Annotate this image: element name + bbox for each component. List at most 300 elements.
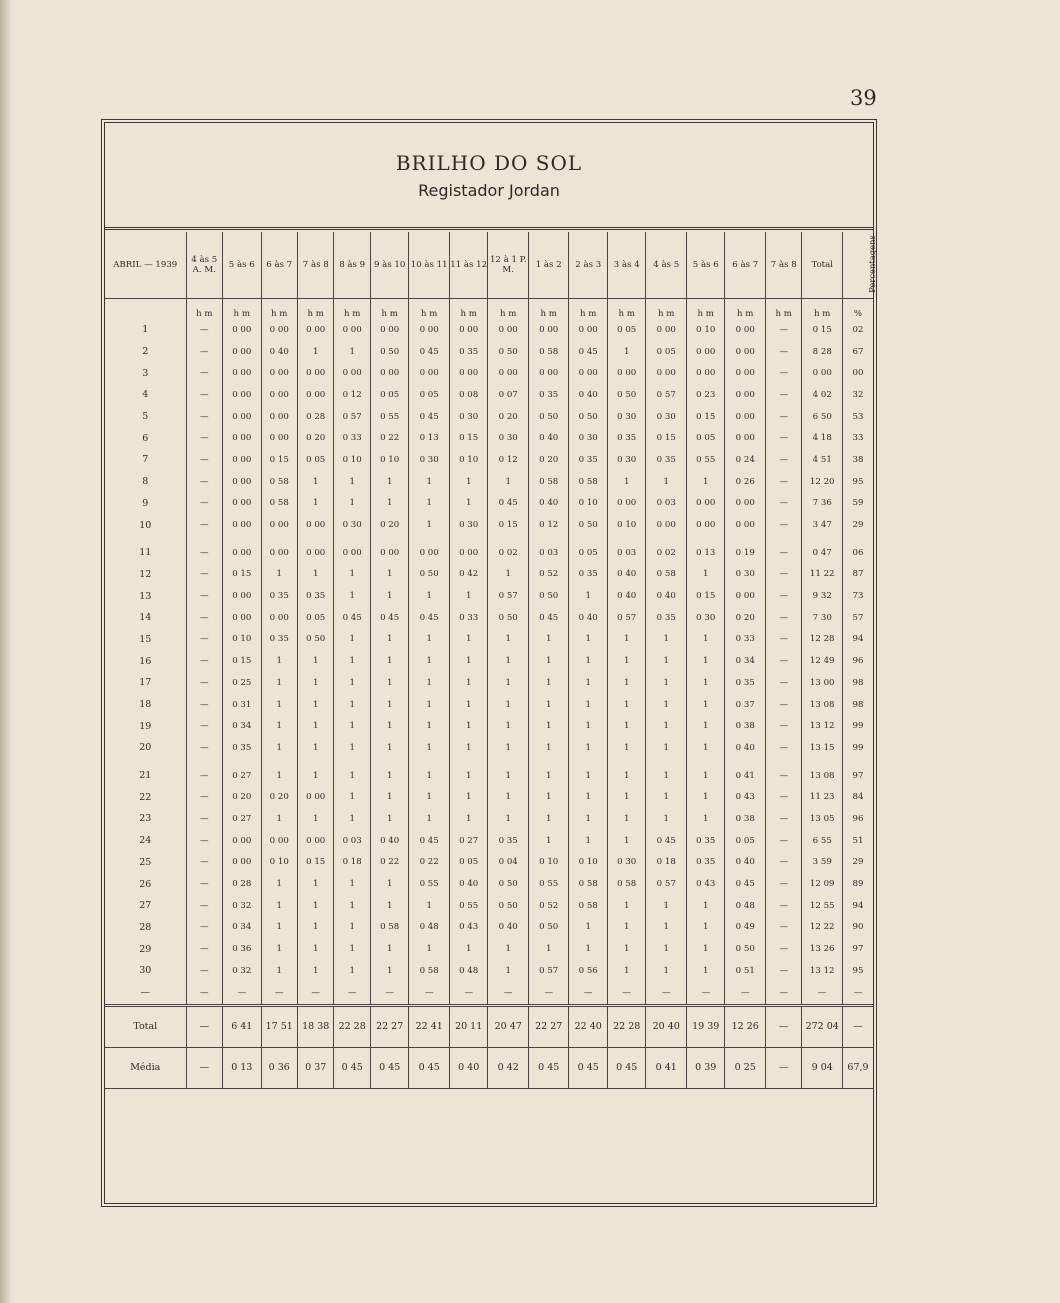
table-cell: 0 57: [528, 960, 569, 982]
table-cell: 20 11: [449, 1005, 488, 1047]
table-cell: 0 00: [449, 319, 488, 341]
table-cell: —: [186, 938, 222, 960]
table-cell: 1: [409, 585, 450, 607]
table-cell: 29: [842, 514, 873, 536]
table-cell: —: [766, 672, 802, 694]
table-cell: 0 57: [646, 873, 687, 895]
table-cell: 0 55: [449, 895, 488, 917]
table-cell: 1: [646, 786, 687, 808]
table-cell: 1: [449, 786, 488, 808]
book-spine-shadow: [0, 0, 12, 1303]
table-cell: 84: [842, 786, 873, 808]
table-cell: 0 05: [686, 427, 725, 449]
table-cell: 13 26: [802, 938, 843, 960]
table-cell: 51: [842, 830, 873, 852]
table-cell: 0 00: [725, 362, 766, 384]
table-cell: —: [186, 514, 222, 536]
table-cell: 1: [607, 737, 646, 759]
table-cell: —: [186, 786, 222, 808]
table-cell: 0 03: [646, 493, 687, 515]
column-header: Total: [802, 232, 843, 299]
media-row: [105, 1047, 873, 1088]
table-cell: 0 58: [261, 493, 297, 515]
table-cell: 0 48: [409, 917, 450, 939]
table-cell: 4 18: [802, 427, 843, 449]
table-cell: 0 22: [409, 852, 450, 874]
table-cell: 0 30: [569, 427, 608, 449]
table-cell: 0 43: [686, 873, 725, 895]
table-cell: 0 20: [261, 786, 297, 808]
table-cell: 0 45: [409, 406, 450, 428]
table-cell: 1: [297, 808, 333, 830]
table-cell: 0 37: [725, 694, 766, 716]
table-cell: 0 00: [528, 319, 569, 341]
table-cell: 0 15: [802, 319, 843, 341]
table-cell: 0 35: [686, 852, 725, 874]
table-cell: 1: [449, 938, 488, 960]
column-header: 1 às 2: [528, 232, 569, 299]
table-cell: 1: [297, 672, 333, 694]
table-cell: 1: [646, 737, 687, 759]
table-cell: 1: [449, 694, 488, 716]
table-cell: 0 00: [725, 406, 766, 428]
table-cell: 0 00: [261, 384, 297, 406]
table-cell: 0 45: [409, 607, 450, 629]
table-cell: 0 57: [646, 384, 687, 406]
table-cell: —: [766, 406, 802, 428]
table-cell: 0 30: [449, 406, 488, 428]
table-cell: 97: [842, 938, 873, 960]
table-cell: 1: [409, 895, 450, 917]
table-cell: 1: [370, 938, 409, 960]
table-cell: 5: [142, 411, 149, 423]
table-cell: 0 02: [646, 542, 687, 564]
table-cell: 0 40: [449, 1047, 488, 1088]
table-cell: 0 50: [409, 564, 450, 586]
table-cell: h m: [223, 299, 262, 320]
table-cell: h m: [370, 299, 409, 320]
table-cell: 0 58: [528, 471, 569, 493]
table-cell: —: [186, 895, 222, 917]
table-cell: —: [186, 694, 222, 716]
table-cell: —: [186, 607, 222, 629]
table-cell: —: [186, 873, 222, 895]
table-row: [105, 449, 873, 471]
table-cell: 1: [297, 471, 333, 493]
table-cell: 1: [409, 694, 450, 716]
table-cell: 4: [142, 389, 149, 401]
table-cell: 0 00: [488, 362, 529, 384]
column-header: 2 às 3: [569, 232, 608, 299]
table-cell: 1: [569, 765, 608, 787]
table-cell: 12 49: [802, 650, 843, 672]
table-cell: 6 41: [223, 1005, 262, 1047]
table-cell: h m: [186, 299, 222, 320]
table-cell: 0 00: [686, 362, 725, 384]
table-cell: —: [766, 1005, 802, 1047]
table-cell: 0 00: [370, 362, 409, 384]
column-header: 7 às 8: [766, 232, 802, 299]
table-cell: h m: [409, 299, 450, 320]
table-cell: —: [334, 982, 370, 1006]
table-cell: 1: [297, 715, 333, 737]
table-cell: 1: [607, 786, 646, 808]
table-cell: 0 10: [686, 319, 725, 341]
table-row: [105, 715, 873, 737]
table-row: [105, 406, 873, 428]
table-cell: 1: [334, 493, 370, 515]
table-cell: 0 00: [223, 830, 262, 852]
table-cell: 0 50: [488, 895, 529, 917]
table-cell: 0 18: [646, 852, 687, 874]
table-cell: 0 50: [488, 873, 529, 895]
table-cell: 1: [261, 938, 297, 960]
table-cell: 1: [569, 629, 608, 651]
table-cell: —: [409, 982, 450, 1006]
column-header: 5 às 6: [686, 232, 725, 299]
table-cell: 22 27: [528, 1005, 569, 1047]
table-cell: 3 47: [802, 514, 843, 536]
table-cell: 02: [842, 319, 873, 341]
table-cell: 96: [842, 808, 873, 830]
table-cell: 0 00: [297, 786, 333, 808]
table-cell: 10: [139, 519, 152, 531]
table-cell: 0 57: [488, 585, 529, 607]
table-row: [105, 607, 873, 629]
table-cell: 1: [528, 629, 569, 651]
table-cell: —: [186, 765, 222, 787]
table-cell: 9: [142, 497, 149, 509]
table-cell: 17 51: [261, 1005, 297, 1047]
table-cell: 0 48: [725, 895, 766, 917]
table-cell: [105, 299, 186, 320]
table-cell: 1: [409, 514, 450, 536]
table-cell: 0 30: [334, 514, 370, 536]
table-cell: 2: [142, 346, 149, 358]
table-cell: 1: [297, 341, 333, 363]
table-cell: 9 04: [802, 1047, 843, 1088]
column-header: 6 às 7: [725, 232, 766, 299]
table-row: [105, 895, 873, 917]
table-cell: —: [186, 672, 222, 694]
table-cell: —: [186, 960, 222, 982]
table-cell: —: [186, 917, 222, 939]
table-cell: 0 00: [223, 471, 262, 493]
table-cell: 0 02: [488, 542, 529, 564]
table-cell: 0 20: [725, 607, 766, 629]
table-cell: 1: [409, 493, 450, 515]
table-cell: —: [261, 982, 297, 1006]
table-cell: 21: [139, 770, 152, 782]
table-cell: 0 35: [569, 564, 608, 586]
table-cell: 1: [409, 650, 450, 672]
table-cell: 0 42: [449, 564, 488, 586]
table-row: [105, 694, 873, 716]
table-cell: 0 12: [528, 514, 569, 536]
table-cell: 13 12: [802, 715, 843, 737]
table-cell: 0 00: [223, 319, 262, 341]
table-cell: 1: [528, 715, 569, 737]
table-cell: 0 00: [409, 542, 450, 564]
table-cell: —: [766, 449, 802, 471]
column-header: 3 às 4: [607, 232, 646, 299]
table-cell: 0 00: [449, 362, 488, 384]
table-cell: 0 00: [528, 362, 569, 384]
table-cell: 0 10: [528, 852, 569, 874]
table-row: [105, 384, 873, 406]
table-cell: 0 42: [488, 1047, 529, 1088]
table-cell: 1: [449, 629, 488, 651]
table-cell: 0 30: [646, 406, 687, 428]
table-row: [105, 542, 873, 564]
table-cell: 0 00: [646, 514, 687, 536]
table-cell: 0 45: [409, 341, 450, 363]
table-cell: —: [766, 607, 802, 629]
table-cell: —: [186, 715, 222, 737]
table-cell: 1: [334, 765, 370, 787]
table-cell: 0 57: [334, 406, 370, 428]
table-cell: 0 35: [297, 585, 333, 607]
table-row: [105, 852, 873, 874]
table-cell: 11 22: [802, 564, 843, 586]
table-row: [105, 786, 873, 808]
table-cell: 0 00: [261, 542, 297, 564]
table-cell: 0 05: [297, 607, 333, 629]
table-cell: 1: [569, 830, 608, 852]
table-cell: —: [646, 982, 687, 1006]
table-cell: 28: [139, 921, 152, 933]
table-cell: 0 48: [449, 960, 488, 982]
table-cell: —: [186, 808, 222, 830]
table-cell: 0 22: [370, 427, 409, 449]
table-cell: 0 00: [223, 406, 262, 428]
table-row: [105, 629, 873, 651]
table-cell: 0 00: [569, 319, 608, 341]
table-cell: 1: [607, 715, 646, 737]
table-cell: 0 04: [488, 852, 529, 874]
table-cell: 13 08: [802, 765, 843, 787]
table-cell: —: [607, 982, 646, 1006]
table-cell: 1: [261, 694, 297, 716]
table-cell: —: [528, 982, 569, 1006]
table-cell: 0 40: [261, 341, 297, 363]
column-header: 4 às 5 A. M.: [186, 232, 222, 299]
table-row: [105, 362, 873, 384]
table-cell: 0 35: [223, 737, 262, 759]
table-cell: 00: [842, 362, 873, 384]
table-cell: 0 52: [528, 895, 569, 917]
table-cell: 1: [409, 471, 450, 493]
table-cell: 1: [370, 629, 409, 651]
table-cell: 1: [409, 938, 450, 960]
table-cell: 1: [261, 737, 297, 759]
table-cell: 94: [842, 629, 873, 651]
table-cell: 13 00: [802, 672, 843, 694]
table-cell: —: [186, 493, 222, 515]
table-cell: —: [186, 406, 222, 428]
table-cell: 1: [569, 694, 608, 716]
table-cell: 0 15: [646, 427, 687, 449]
table-cell: 1: [488, 694, 529, 716]
table-cell: 1: [370, 715, 409, 737]
table-cell: 0 55: [370, 406, 409, 428]
table-cell: 0 10: [569, 493, 608, 515]
table-cell: 1: [607, 830, 646, 852]
table-cell: —: [186, 737, 222, 759]
table-cell: 0 40: [607, 585, 646, 607]
table-cell: 1: [261, 895, 297, 917]
table-cell: 0 00: [725, 514, 766, 536]
table-cell: 0 00: [488, 319, 529, 341]
table-cell: 1: [528, 650, 569, 672]
table-cell: 0 50: [370, 341, 409, 363]
table-bottom-rule: [105, 1088, 873, 1089]
table-cell: h m: [569, 299, 608, 320]
table-cell: 0 03: [334, 830, 370, 852]
table-cell: 1: [607, 917, 646, 939]
table-cell: —: [766, 873, 802, 895]
table-cell: 1: [370, 765, 409, 787]
table-cell: 0 00: [297, 830, 333, 852]
table-cell: 1: [261, 715, 297, 737]
table-cell: 0 13: [409, 427, 450, 449]
table-cell: 1: [569, 585, 608, 607]
table-cell: 0 00: [802, 362, 843, 384]
table-cell: 67,9: [842, 1047, 873, 1088]
column-header: 12 à 1 P. M.: [488, 232, 529, 299]
table-cell: 0 31: [223, 694, 262, 716]
table-cell: —: [766, 895, 802, 917]
table-cell: 0 58: [261, 471, 297, 493]
table-cell: 12: [139, 568, 152, 580]
table-cell: 1: [686, 564, 725, 586]
table-cell: 0 58: [370, 917, 409, 939]
table-cell: 0 05: [569, 542, 608, 564]
table-cell: 1: [488, 650, 529, 672]
table-cell: 06: [842, 542, 873, 564]
table-cell: 22: [139, 791, 152, 803]
table-cell: 1: [370, 960, 409, 982]
table-cell: 1: [569, 672, 608, 694]
table-cell: 1: [528, 694, 569, 716]
table-cell: 1: [528, 808, 569, 830]
table-cell: 0 58: [409, 960, 450, 982]
table-cell: —: [186, 341, 222, 363]
table-cell: —: [766, 629, 802, 651]
table-cell: 0 00: [297, 514, 333, 536]
table-cell: 1: [686, 694, 725, 716]
table-cell: 0 58: [528, 341, 569, 363]
table-cell: 0 34: [223, 715, 262, 737]
table-cell: 1: [334, 873, 370, 895]
table-cell: —: [766, 514, 802, 536]
table-cell: 0 43: [449, 917, 488, 939]
table-cell: 1: [646, 471, 687, 493]
table-cell: 0 58: [569, 873, 608, 895]
table-cell: 16: [139, 655, 152, 667]
table-cell: 1: [449, 765, 488, 787]
table-cell: 1: [569, 917, 608, 939]
table-cell: 0 40: [528, 427, 569, 449]
table-cell: 1: [297, 650, 333, 672]
table-cell: 1: [686, 629, 725, 651]
table-cell: 22 28: [607, 1005, 646, 1047]
table-row: [105, 737, 873, 759]
table-cell: 1: [334, 694, 370, 716]
table-cell: —: [186, 629, 222, 651]
table-cell: 0 30: [488, 427, 529, 449]
table-cell: —: [766, 650, 802, 672]
table-cell: 0 45: [409, 1047, 450, 1088]
table-cell: —: [186, 1005, 222, 1047]
table-cell: 0 50: [488, 607, 529, 629]
table-cell: 1: [334, 585, 370, 607]
table-cell: 0 37: [297, 1047, 333, 1088]
table-row: [105, 960, 873, 982]
table-cell: 1: [334, 917, 370, 939]
table-cell: 89: [842, 873, 873, 895]
table-cell: 1: [297, 938, 333, 960]
table-cell: 1: [409, 715, 450, 737]
table-cell: 0 39: [686, 1047, 725, 1088]
table-cell: 87: [842, 564, 873, 586]
table-cell: 1: [488, 938, 529, 960]
table-cell: 98: [842, 672, 873, 694]
table-row: [105, 564, 873, 586]
table-cell: 0 00: [223, 341, 262, 363]
table-cell: 0 58: [646, 564, 687, 586]
table-cell: —: [766, 830, 802, 852]
table-cell: 14: [139, 612, 152, 624]
table-cell: Média: [105, 1047, 186, 1088]
table-cell: 0 20: [370, 514, 409, 536]
table-cell: —: [766, 960, 802, 982]
table-cell: 0 40: [449, 873, 488, 895]
table-cell: 0 13: [223, 1047, 262, 1088]
table-cell: 0 00: [725, 427, 766, 449]
table-cell: 1: [528, 938, 569, 960]
table-cell: 1: [370, 808, 409, 830]
table-cell: 1: [297, 765, 333, 787]
table-cell: 1: [297, 895, 333, 917]
table-cell: 1: [686, 786, 725, 808]
table-cell: 0 00: [297, 362, 333, 384]
table-cell: 1: [370, 895, 409, 917]
table-cell: 29: [139, 943, 152, 955]
table-cell: 1: [569, 786, 608, 808]
table-cell: 27: [139, 900, 152, 912]
table-cell: 1: [686, 808, 725, 830]
table-cell: 0 26: [725, 471, 766, 493]
table-cell: 0 40: [646, 585, 687, 607]
column-header: [842, 232, 877, 299]
table-cell: h m: [449, 299, 488, 320]
table-cell: —: [766, 471, 802, 493]
table-cell: 1: [334, 938, 370, 960]
table-cell: 1: [297, 694, 333, 716]
table-cell: 1: [409, 737, 450, 759]
table-cell: 0 40: [725, 737, 766, 759]
table-cell: 1: [370, 650, 409, 672]
table-cell: 0 45: [607, 1047, 646, 1088]
table-cell: 26: [139, 878, 152, 890]
table-cell: —: [802, 982, 843, 1006]
table-row: [105, 585, 873, 607]
table-cell: —: [186, 427, 222, 449]
column-header: 5 às 6: [223, 232, 262, 299]
table-cell: 0 00: [223, 607, 262, 629]
table-cell: 0 50: [725, 938, 766, 960]
